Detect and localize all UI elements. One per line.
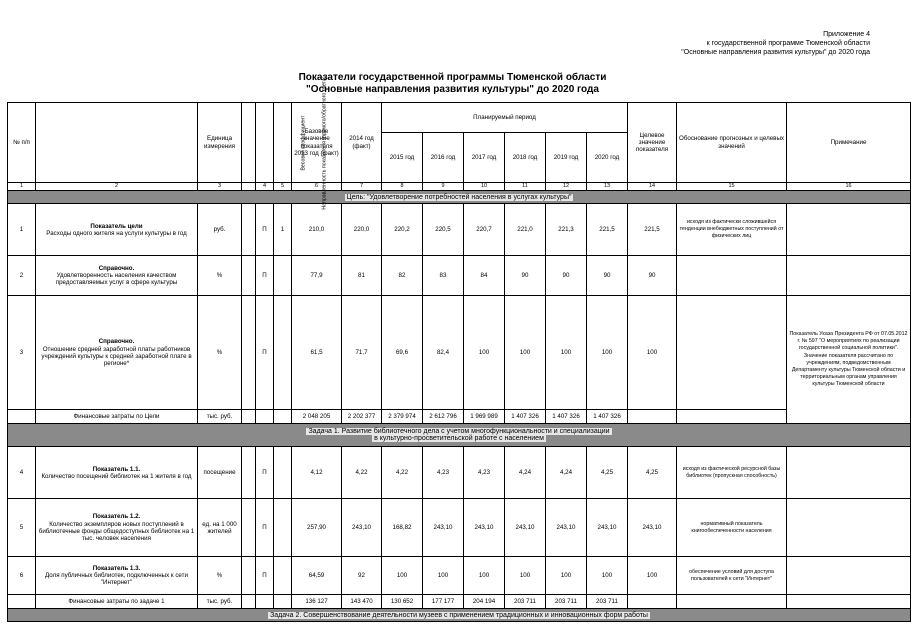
table-row xyxy=(8,256,911,296)
indicator-name xyxy=(36,499,198,557)
target-cell: 90 xyxy=(628,256,677,296)
header-justification: Обоснование прогнозных и целевых значений xyxy=(677,103,787,183)
task2-band-text: Задача 2. Совершенствование деятельности музеев с применением традиционных и инновационных форм работы xyxy=(270,611,648,619)
weight-cell xyxy=(274,557,292,595)
y2020-cell: 243,10 xyxy=(587,499,628,557)
y2014-cell: 71,7 xyxy=(342,296,382,410)
y2018-cell: 243,10 xyxy=(505,499,546,557)
indicator-name xyxy=(36,557,198,595)
blank-cell xyxy=(677,595,787,609)
header-base: Базовое значение показателя 2013 год (факт) xyxy=(292,103,342,183)
justification-cell: обеспечение условий для доступа пользователей к сети "Интернет" xyxy=(677,557,787,595)
blank-cell xyxy=(8,410,36,424)
task1-band-line-2: в культурно-просветительской работе с населением xyxy=(374,435,544,443)
header-direction: Направленность показателя (прямого/обратного счета) xyxy=(256,103,274,183)
fin-goal-2020: 1 407 326 xyxy=(587,410,628,424)
y2015-cell: 220,2 xyxy=(382,204,423,256)
blank-cell xyxy=(242,296,256,410)
fin-goal-2017: 1 969 989 xyxy=(464,410,505,424)
base-cell: 61,5 xyxy=(292,296,342,410)
y2020-cell: 221,5 xyxy=(587,204,628,256)
y2016-cell: 4,23 xyxy=(423,447,464,499)
weight-cell xyxy=(274,447,292,499)
col-num-16: 16 xyxy=(787,183,911,191)
col-num-3: 3 xyxy=(198,183,242,191)
y2019-cell: 221,3 xyxy=(546,204,587,256)
y2017-cell: 220,7 xyxy=(464,204,505,256)
col-num-12: 12 xyxy=(546,183,587,191)
task2-band-row xyxy=(8,609,911,622)
row-num: 5 xyxy=(8,499,36,557)
unit-cell: % xyxy=(198,256,242,296)
blank-cell xyxy=(628,595,677,609)
row-num: 1 xyxy=(8,204,36,256)
fin-task1-2017: 204 194 xyxy=(464,595,505,609)
y2019-cell: 100 xyxy=(546,296,587,410)
y2017-cell: 243,10 xyxy=(464,499,505,557)
direction-cell: П xyxy=(256,499,274,557)
note-cell xyxy=(787,204,911,256)
y2015-cell: 82 xyxy=(382,256,423,296)
fin-goal-base: 2 048 205 xyxy=(292,410,342,424)
y2015-cell: 168,82 xyxy=(382,499,423,557)
fin-goal-2016: 2 612 796 xyxy=(423,410,464,424)
justification-cell xyxy=(677,296,787,410)
fin-task1-2020: 203 711 xyxy=(587,595,628,609)
row-num: 4 xyxy=(8,447,36,499)
weight-cell xyxy=(274,499,292,557)
base-cell: 210,0 xyxy=(292,204,342,256)
y2018-cell: 90 xyxy=(505,256,546,296)
header-note: Примечание xyxy=(787,103,911,183)
header-weight: Весовой коэффициент xyxy=(274,103,292,183)
task1-band xyxy=(8,424,911,447)
y2014-cell: 4,22 xyxy=(342,447,382,499)
goal-band-text: Цель: "Удовлетворение потребностей населения в услугах культуры" xyxy=(346,193,572,201)
base-cell: 77,9 xyxy=(292,256,342,296)
fin-goal-2014: 2 202 377 xyxy=(342,410,382,424)
target-cell: 100 xyxy=(628,296,677,410)
y2020-cell: 100 xyxy=(587,296,628,410)
y2016-cell: 243,10 xyxy=(423,499,464,557)
indicator-label: Показатель 1.2. xyxy=(92,513,141,521)
fin-goal-unit: тыс. руб. xyxy=(198,410,242,424)
blank-cell xyxy=(787,595,911,609)
fin-task1-2016: 177 177 xyxy=(423,595,464,609)
goal-band xyxy=(8,191,911,204)
y2014-cell: 92 xyxy=(342,557,382,595)
col-num-13: 13 xyxy=(587,183,628,191)
blank-cell xyxy=(242,499,256,557)
blank-cell xyxy=(242,557,256,595)
justification-cell: исходя из фактической ресурсной базы библиотек (пропускная способность) xyxy=(677,447,787,499)
weight-cell xyxy=(274,296,292,410)
table-row xyxy=(8,447,911,499)
fin-task1-2014: 143 470 xyxy=(342,595,382,609)
indicator-label: Справочно. xyxy=(98,338,135,346)
fin-goal-2018: 1 407 326 xyxy=(505,410,546,424)
header-planned: Планируемый период xyxy=(382,103,628,133)
unit-cell: % xyxy=(198,557,242,595)
weight-cell xyxy=(274,256,292,296)
unit-cell: ед. на 1 000 жителей xyxy=(198,499,242,557)
col-num-8: 8 xyxy=(382,183,423,191)
y2019-cell: 243,10 xyxy=(546,499,587,557)
fin-task1-2018: 203 711 xyxy=(505,595,546,609)
y2016-cell: 220,5 xyxy=(423,204,464,256)
indicator-name xyxy=(36,447,198,499)
col-num-6: 6 xyxy=(292,183,342,191)
header-target: Целевое значение показателя xyxy=(628,103,677,183)
fin-task1-2015: 130 652 xyxy=(382,595,423,609)
y2018-cell: 4,24 xyxy=(505,447,546,499)
base-cell: 4,12 xyxy=(292,447,342,499)
blank-cell xyxy=(274,595,292,609)
y2015-cell: 69,6 xyxy=(382,296,423,410)
y2019-cell: 90 xyxy=(546,256,587,296)
y2020-cell: 4,25 xyxy=(587,447,628,499)
title-line-1: Показатели государственной программы Тюменской области xyxy=(298,72,607,83)
table-row xyxy=(8,296,911,410)
col-num-14: 14 xyxy=(628,183,677,191)
y2019-cell: 100 xyxy=(546,557,587,595)
task1-band-row xyxy=(8,424,911,447)
table-row xyxy=(8,557,911,595)
fin-task1-2019: 203 711 xyxy=(546,595,587,609)
col-num-blank xyxy=(242,183,256,191)
y2020-cell: 90 xyxy=(587,256,628,296)
y2016-cell: 83 xyxy=(423,256,464,296)
indicator-label: Показатель 1.3. xyxy=(92,564,141,572)
y2014-cell: 220,0 xyxy=(342,204,382,256)
note-cell xyxy=(787,499,911,557)
indicator-text: Доля публичных библиотек, подключенных к сети "Интернет" xyxy=(45,572,188,587)
header-2015: 2015 год xyxy=(382,133,423,183)
indicator-label: Показатель 1.1. xyxy=(92,465,141,473)
target-cell: 243,10 xyxy=(628,499,677,557)
column-number-row xyxy=(8,183,911,191)
header-2016: 2016 год xyxy=(423,133,464,183)
indicator-text: Количество посещений библиотек на 1 жителя в год xyxy=(41,472,192,480)
y2020-cell: 100 xyxy=(587,557,628,595)
header-2014: 2014 год (факт) xyxy=(342,103,382,183)
title-line-2: "Основные направления развития культуры" до 2020 года xyxy=(306,84,599,95)
col-num-2: 2 xyxy=(36,183,198,191)
fin-task1-base: 136 127 xyxy=(292,595,342,609)
blank-cell xyxy=(628,410,677,424)
indicator-name xyxy=(36,256,198,296)
base-cell: 64,59 xyxy=(292,557,342,595)
y2016-cell: 100 xyxy=(423,557,464,595)
table-row xyxy=(8,499,911,557)
blank-cell xyxy=(256,595,274,609)
y2017-cell: 84 xyxy=(464,256,505,296)
indicator-text: Расходы одного жителя на услуги культуры в год xyxy=(46,229,187,237)
fin-task1-label: Финансовые затраты по задаче 1 xyxy=(36,595,198,609)
col-num-7: 7 xyxy=(342,183,382,191)
col-num-4: 4 xyxy=(256,183,274,191)
col-num-9: 9 xyxy=(423,183,464,191)
target-cell: 4,25 xyxy=(628,447,677,499)
row-num: 3 xyxy=(8,296,36,410)
fin-goal-label: Финансовые затраты по Цели xyxy=(36,410,198,424)
indicator-label: Справочно. xyxy=(98,264,135,272)
justification-cell: нормативный показатель книгообеспеченности населения xyxy=(677,499,787,557)
header-num: № п/п xyxy=(8,103,36,183)
unit-cell: посещение xyxy=(198,447,242,499)
target-cell: 100 xyxy=(628,557,677,595)
note-cell: Показатель Указа Президента РФ от 07.05.2012 г. № 597 "О мероприятиях по реализации государственной социальной политики". Значение показателя рассчитано по учреждениям, подведомственным Департаменту культуры Тюменской области и территориальным органам управления культуры Тюменской области xyxy=(787,296,911,424)
row-num: 2 xyxy=(8,256,36,296)
header-2019: 2019 год xyxy=(546,133,587,183)
direction-cell: П xyxy=(256,447,274,499)
y2014-cell: 81 xyxy=(342,256,382,296)
base-cell: 257,90 xyxy=(292,499,342,557)
blank-cell xyxy=(242,204,256,256)
goal-band-row xyxy=(8,191,911,204)
row-num: 6 xyxy=(8,557,36,595)
col-num-10: 10 xyxy=(464,183,505,191)
indicator-name xyxy=(36,296,198,410)
blank-cell xyxy=(8,595,36,609)
indicator-label: Показатель цели xyxy=(90,222,143,230)
y2017-cell: 100 xyxy=(464,557,505,595)
note-cell xyxy=(787,447,911,499)
appendix-line-3: "Основные направления развития культуры" до 2020 года xyxy=(681,49,870,56)
direction-cell: П xyxy=(256,557,274,595)
fin-goal-row xyxy=(8,410,911,424)
y2015-cell: 100 xyxy=(382,557,423,595)
header-unit: Единица измерения xyxy=(198,103,242,183)
blank-cell xyxy=(677,410,787,424)
note-cell xyxy=(787,557,911,595)
direction-cell: П xyxy=(256,256,274,296)
header-2017: 2017 год xyxy=(464,133,505,183)
y2017-cell: 100 xyxy=(464,296,505,410)
blank-cell xyxy=(274,410,292,424)
task1-band-line-1: Задача 1. Развитие библиотечного дела с учетом многофункциональности и специализации xyxy=(308,428,610,435)
y2018-cell: 100 xyxy=(505,296,546,410)
justification-cell xyxy=(677,256,787,296)
col-num-11: 11 xyxy=(505,183,546,191)
y2015-cell: 4,22 xyxy=(382,447,423,499)
weight-cell: 1 xyxy=(274,204,292,256)
indicator-text: Количество экземпляров новых поступлений в библиотечные фонды общедоступных библиотек на 1 тыс. человек населения xyxy=(38,520,195,542)
blank-cell xyxy=(242,256,256,296)
fin-goal-2019: 1 407 326 xyxy=(546,410,587,424)
blank-cell xyxy=(256,410,274,424)
appendix-line-2: к государственной программе Тюменской области xyxy=(706,40,870,47)
col-num-1: 1 xyxy=(8,183,36,191)
header-2018: 2018 год xyxy=(505,133,546,183)
y2018-cell: 221,0 xyxy=(505,204,546,256)
y2019-cell: 4,24 xyxy=(546,447,587,499)
header-2020: 2020 год xyxy=(587,133,628,183)
appendix-note xyxy=(681,30,870,57)
fin-task1-unit: тыс. руб. xyxy=(198,595,242,609)
y2017-cell: 4,23 xyxy=(464,447,505,499)
unit-cell: руб. xyxy=(198,204,242,256)
header-blank xyxy=(242,103,256,183)
y2014-cell: 243,10 xyxy=(342,499,382,557)
document-title xyxy=(0,72,905,96)
y2018-cell: 100 xyxy=(505,557,546,595)
task2-band xyxy=(8,609,911,622)
unit-cell: % xyxy=(198,296,242,410)
col-num-5: 5 xyxy=(274,183,292,191)
indicator-name xyxy=(36,204,198,256)
appendix-line-1: Приложение 4 xyxy=(823,31,870,38)
blank-cell xyxy=(242,410,256,424)
header-name xyxy=(36,103,198,183)
note-cell xyxy=(787,256,911,296)
target-cell: 221,5 xyxy=(628,204,677,256)
indicator-text: Удовлетворенность населения качеством предоставляемых услуг в сфере культуры xyxy=(55,272,178,287)
fin-goal-2015: 2 379 974 xyxy=(382,410,423,424)
blank-cell xyxy=(242,447,256,499)
table-row xyxy=(8,204,911,256)
blank-cell xyxy=(242,595,256,609)
col-num-15: 15 xyxy=(677,183,787,191)
direction-cell: П xyxy=(256,204,274,256)
fin-task1-row xyxy=(8,595,911,609)
justification-cell: исходя из фактически сложившейся тенденции внебюджетных поступлений от физических лиц xyxy=(677,204,787,256)
direction-cell: П xyxy=(256,296,274,410)
y2016-cell: 82,4 xyxy=(423,296,464,410)
indicator-text: Отношение средней заработной платы работников учреждений культуры к средней заработной плате в регионе* xyxy=(41,345,192,367)
